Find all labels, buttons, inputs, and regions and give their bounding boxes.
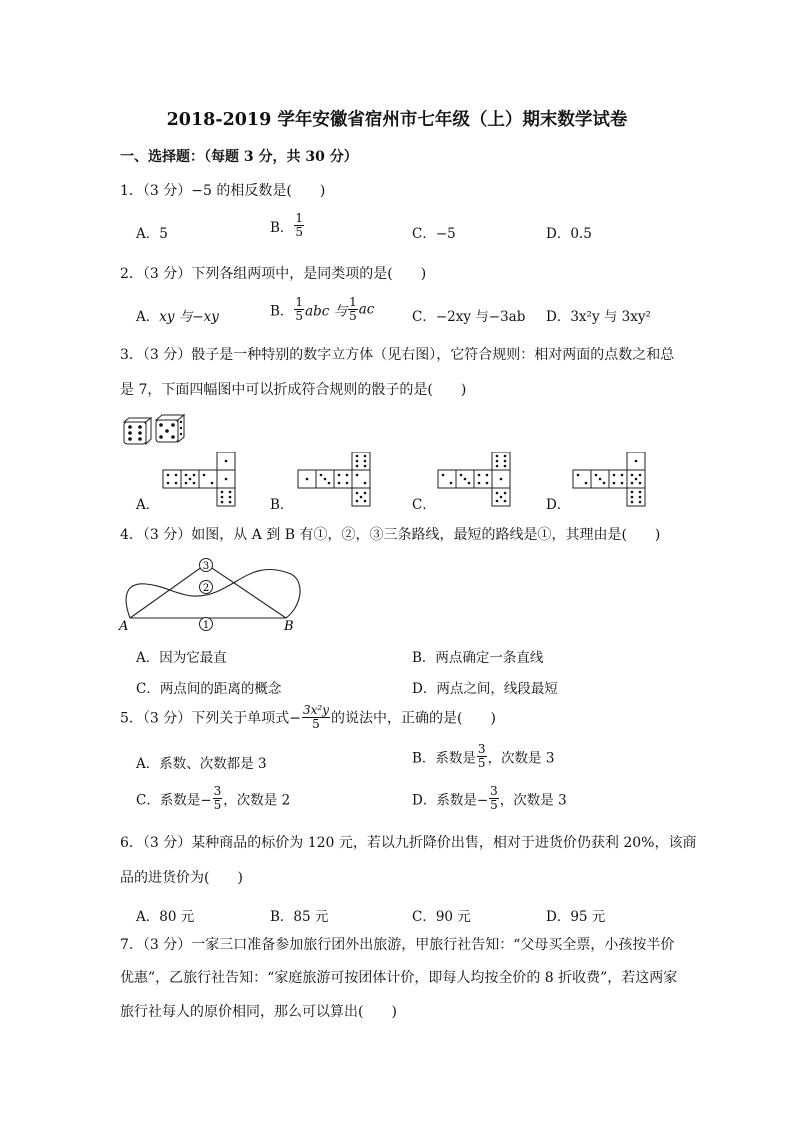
dice-net-c[interactable] [437, 452, 515, 508]
question-7-line-3: 旅行社每人的原价相同，那么可以算出( ) [120, 1004, 397, 1020]
dice-net-d[interactable] [572, 452, 650, 508]
question-3-line-2: 是 7，下面四幅图中可以折成符合规则的骰子的是( ) [120, 382, 467, 398]
q5-stem-prefix: 5．（3 分）下列关于单项式− [120, 710, 301, 727]
route-2-curve [126, 569, 300, 618]
route-3-label: 3 [202, 561, 210, 572]
question-5-stem [120, 704, 496, 731]
q4-option-c[interactable]: C．两点间的距离的概念 [136, 681, 282, 697]
q1-option-b[interactable] [270, 212, 305, 239]
q5-b-fraction [477, 743, 487, 770]
q5-c-num: 3 [213, 784, 222, 798]
route-2-label: 2 [202, 583, 210, 594]
question-2-stem: 2．（3 分）下列各组两项中，是同类项的是( ) [120, 266, 427, 282]
q5-option-a[interactable]: A．系数、次数都是 3 [136, 756, 267, 772]
question-6-line-1: 6．（3 分）某种商品的标价为 120 元，若以九折降价出售，相对于进货价仍获利 20%，该商 [120, 835, 697, 851]
question-6-line-2: 品的进货价为( ) [120, 870, 243, 886]
q3-option-c-label[interactable]: C． [412, 497, 436, 513]
question-7-line-1: 7．（3 分）一家三口准备参加旅行团外出旅游，甲旅行社告知：“父母买全票，小孩按半价 [120, 937, 675, 953]
q5-c-prefix: C．系数是− [136, 792, 212, 809]
q6-option-d[interactable]: D．95 元 [546, 909, 606, 925]
q6-option-b[interactable]: B．85 元 [270, 909, 329, 925]
q2-b-mid: abc 与 [305, 303, 348, 320]
q5-option-d[interactable] [412, 785, 567, 812]
q5-c-den: 5 [213, 798, 222, 812]
q1-b-denominator: 5 [295, 225, 304, 239]
page-title: 2018-2019 学年安徽省宿州市七年级（上）期末数学试卷 [166, 110, 628, 130]
q6-option-c[interactable]: C．90 元 [412, 909, 471, 925]
q5-option-c[interactable] [136, 785, 290, 812]
q2-b-num2: 1 [349, 295, 357, 309]
q5-stem-denominator: 5 [312, 717, 320, 731]
question-3-line-1: 3．（3 分）骰子是一种特别的数字立方体（见右图），它符合规则：相对两面的点数之和总 [120, 347, 675, 363]
q2-b-den1: 5 [295, 309, 304, 323]
point-a-label: A [119, 619, 129, 634]
q5-stem-suffix: 的说法中，正确的是( ) [331, 710, 496, 727]
section-heading: 一、选择题：（每题 3 分，共 30 分） [120, 149, 358, 165]
q6-option-a[interactable]: A．80 元 [136, 909, 195, 925]
route-diagram [116, 552, 306, 634]
q5-d-fraction [489, 785, 499, 812]
q5-c-suffix: ，次数是 2 [223, 792, 291, 809]
question-4-stem: 4．（3 分）如图，从 A 到 B 有①，②，③三条路线，最短的路线是①，其理由是( ) [120, 527, 661, 543]
route-1-label: 1 [202, 620, 210, 631]
q3-option-d-label[interactable]: D． [546, 497, 571, 513]
point-b-label: B [284, 619, 294, 634]
q3-option-a-label[interactable]: A． [136, 497, 160, 513]
q2-b-end: ac [358, 301, 375, 318]
q5-stem-numerator: 3x²y [303, 703, 329, 717]
q5-c-fraction [213, 785, 223, 812]
q5-b-num: 3 [477, 742, 486, 756]
q5-stem-fraction [302, 704, 330, 731]
q2-b-fraction-1 [294, 296, 304, 323]
question-7-line-2: 优惠”，乙旅行社告知：“家庭旅游可按团体计价，即每人均按全价的 8 折收费”，若这两家 [120, 970, 678, 986]
q5-d-prefix: D．系数是− [412, 792, 489, 809]
q4-option-d[interactable]: D．两点之间，线段最短 [412, 681, 558, 697]
q4-option-a[interactable]: A．因为它最直 [136, 650, 227, 666]
q5-d-suffix: ，次数是 3 [499, 792, 567, 809]
q1-option-a[interactable]: A．5 [136, 226, 168, 242]
q2-option-a[interactable] [136, 305, 219, 325]
q4-option-b[interactable]: B．两点确定一条直线 [412, 650, 544, 666]
q1-option-c[interactable]: C．−5 [412, 226, 456, 242]
q1-option-d[interactable]: D．0.5 [546, 226, 592, 242]
q5-d-num: 3 [490, 784, 498, 798]
dice-illustration [120, 412, 196, 448]
q5-b-prefix: B．系数是 [412, 750, 476, 767]
q5-b-suffix: ，次数是 3 [487, 750, 555, 767]
dice-net-b[interactable] [297, 452, 375, 508]
q1-b-numerator: 1 [295, 211, 304, 225]
q1-option-b-fraction [294, 212, 304, 239]
q2-option-c[interactable]: C．−2xy 与−3ab [412, 309, 526, 325]
q2-option-b-prefix: B． [270, 303, 294, 320]
q5-b-den: 5 [477, 756, 486, 770]
q2-b-num1: 1 [295, 295, 304, 309]
q5-option-b[interactable] [412, 743, 554, 770]
q2-b-fraction-2 [348, 296, 358, 323]
q2-option-a-prefix: A． [136, 309, 160, 325]
q3-option-b-label[interactable]: B． [270, 497, 294, 513]
q2-option-d[interactable]: D．3x²y 与 3xy² [546, 309, 651, 325]
q5-d-den: 5 [490, 798, 498, 812]
q2-b-den2: 5 [349, 309, 357, 323]
q2-option-a-text: xy 与−xy [159, 309, 219, 325]
q1-option-b-prefix: B． [270, 220, 294, 236]
dice-net-a[interactable] [162, 452, 240, 508]
question-1-stem: 1．（3 分）−5 的相反数是( ) [120, 183, 326, 199]
q2-option-b[interactable] [270, 296, 374, 323]
